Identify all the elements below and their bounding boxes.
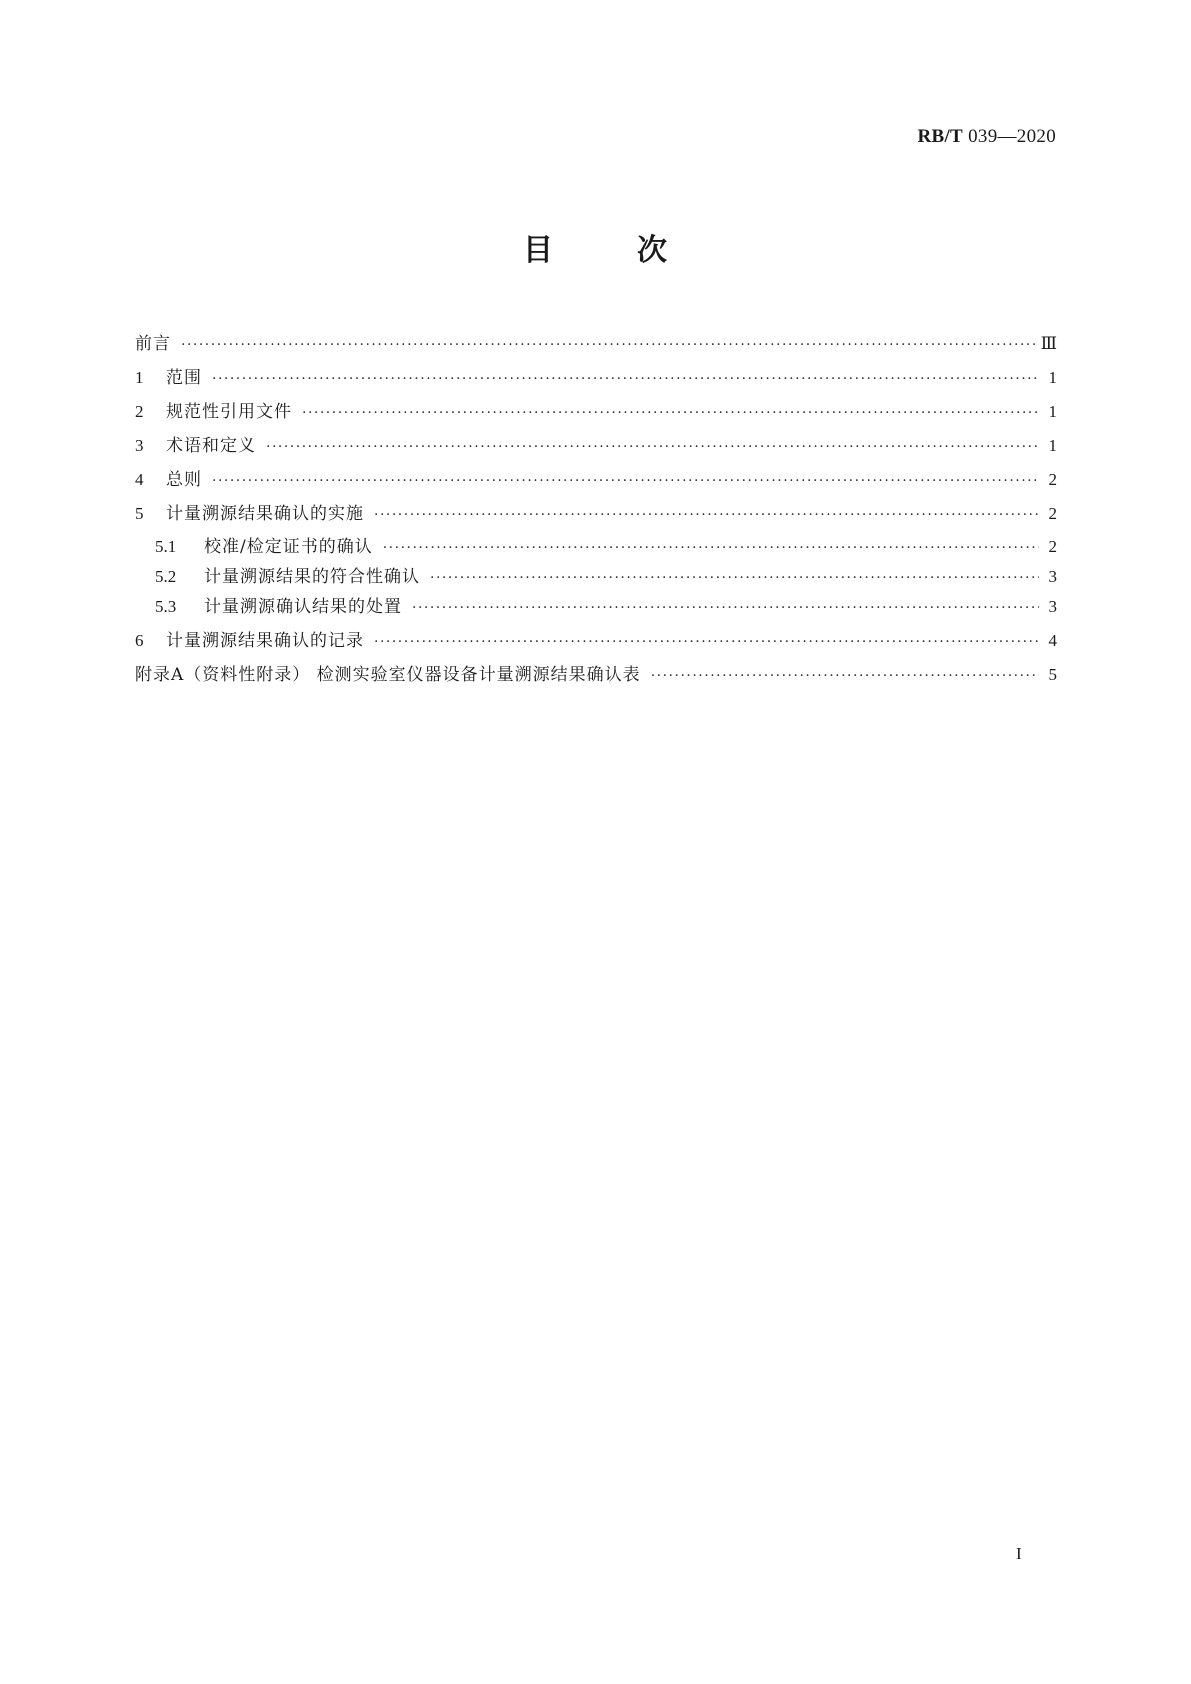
toc-entry-title: 术语和定义 bbox=[166, 436, 256, 456]
toc-entry-number: 5.2 bbox=[155, 567, 177, 586]
toc-entry-page: 4 bbox=[1048, 631, 1057, 650]
toc-dot-leader bbox=[430, 565, 1039, 591]
page-title bbox=[0, 225, 1191, 269]
toc-entry-normative-references[interactable] bbox=[135, 399, 1057, 425]
toc-entry-result-disposal[interactable] bbox=[155, 594, 1057, 620]
toc-entry-title: 计量溯源结果确认的记录 bbox=[166, 631, 364, 651]
toc-entry-certificate-confirmation[interactable] bbox=[155, 534, 1057, 560]
toc-entry-page: 3 bbox=[1048, 567, 1057, 586]
toc-entry-page: 2 bbox=[1048, 470, 1057, 489]
toc-entry-page: Ⅲ bbox=[1040, 334, 1057, 353]
toc-entry-number: 5.3 bbox=[155, 597, 177, 616]
toc-entry-page: 5 bbox=[1048, 665, 1057, 684]
toc-dot-leader bbox=[412, 595, 1039, 621]
toc-dot-leader bbox=[383, 535, 1039, 561]
toc-entry-title: 总则 bbox=[166, 470, 202, 490]
standard-number: 039—2020 bbox=[968, 126, 1056, 147]
toc-entry-annex-a[interactable] bbox=[135, 662, 1057, 688]
toc-entry-page: 1 bbox=[1048, 368, 1057, 387]
toc-entry-number: 1 bbox=[135, 368, 144, 387]
standard-prefix: RB/T bbox=[917, 126, 964, 147]
toc-entry-implementation[interactable] bbox=[135, 501, 1057, 527]
toc-entry-conformity-confirmation[interactable] bbox=[155, 564, 1057, 590]
title-char-2: 次 bbox=[636, 233, 668, 268]
toc-entry-title: 附录A（资料性附录） 检测实验室仪器设备计量溯源结果确认表 bbox=[135, 665, 641, 685]
standard-code bbox=[917, 126, 1056, 148]
toc-entry-title: 计量溯源结果确认的实施 bbox=[166, 504, 364, 524]
toc-entry-records[interactable] bbox=[135, 628, 1057, 654]
toc-entry-general-principles[interactable] bbox=[135, 467, 1057, 493]
toc-dot-leader bbox=[266, 434, 1039, 460]
toc-dot-leader bbox=[212, 468, 1039, 494]
toc-entry-title: 计量溯源确认结果的处置 bbox=[204, 597, 402, 617]
toc-entry-number: 4 bbox=[135, 470, 144, 489]
toc-entry-number: 3 bbox=[135, 436, 144, 455]
toc-entry-page: 1 bbox=[1048, 402, 1057, 421]
toc-entry-page: 2 bbox=[1048, 504, 1057, 523]
toc-entry-title: 规范性引用文件 bbox=[166, 402, 292, 422]
toc-entry-title: 计量溯源结果的符合性确认 bbox=[204, 567, 420, 587]
toc-dot-leader bbox=[374, 502, 1039, 528]
page-number: I bbox=[1016, 1544, 1022, 1563]
toc-entry-page: 1 bbox=[1048, 436, 1057, 455]
toc-entry-scope[interactable] bbox=[135, 365, 1057, 391]
toc-entry-number: 5.1 bbox=[155, 537, 177, 556]
toc-entry-number: 6 bbox=[135, 631, 144, 650]
toc-entry-page: 3 bbox=[1048, 597, 1057, 616]
toc-entry-title: 范围 bbox=[166, 368, 202, 388]
toc-entry-foreword[interactable] bbox=[135, 331, 1057, 357]
toc-entry-number: 2 bbox=[135, 402, 144, 421]
toc-dot-leader bbox=[302, 400, 1039, 426]
toc-entry-number: 5 bbox=[135, 504, 144, 523]
toc-entry-title: 前言 bbox=[135, 334, 171, 354]
toc-entry-title: 校准/检定证书的确认 bbox=[204, 537, 373, 557]
toc-dot-leader bbox=[212, 366, 1039, 392]
title-char-1: 目 bbox=[523, 233, 555, 268]
toc-entry-page: 2 bbox=[1048, 537, 1057, 556]
toc-dot-leader bbox=[181, 332, 1035, 358]
toc-dot-leader bbox=[651, 663, 1039, 689]
toc-dot-leader bbox=[374, 629, 1039, 655]
toc-entry-terms-definitions[interactable] bbox=[135, 433, 1057, 459]
